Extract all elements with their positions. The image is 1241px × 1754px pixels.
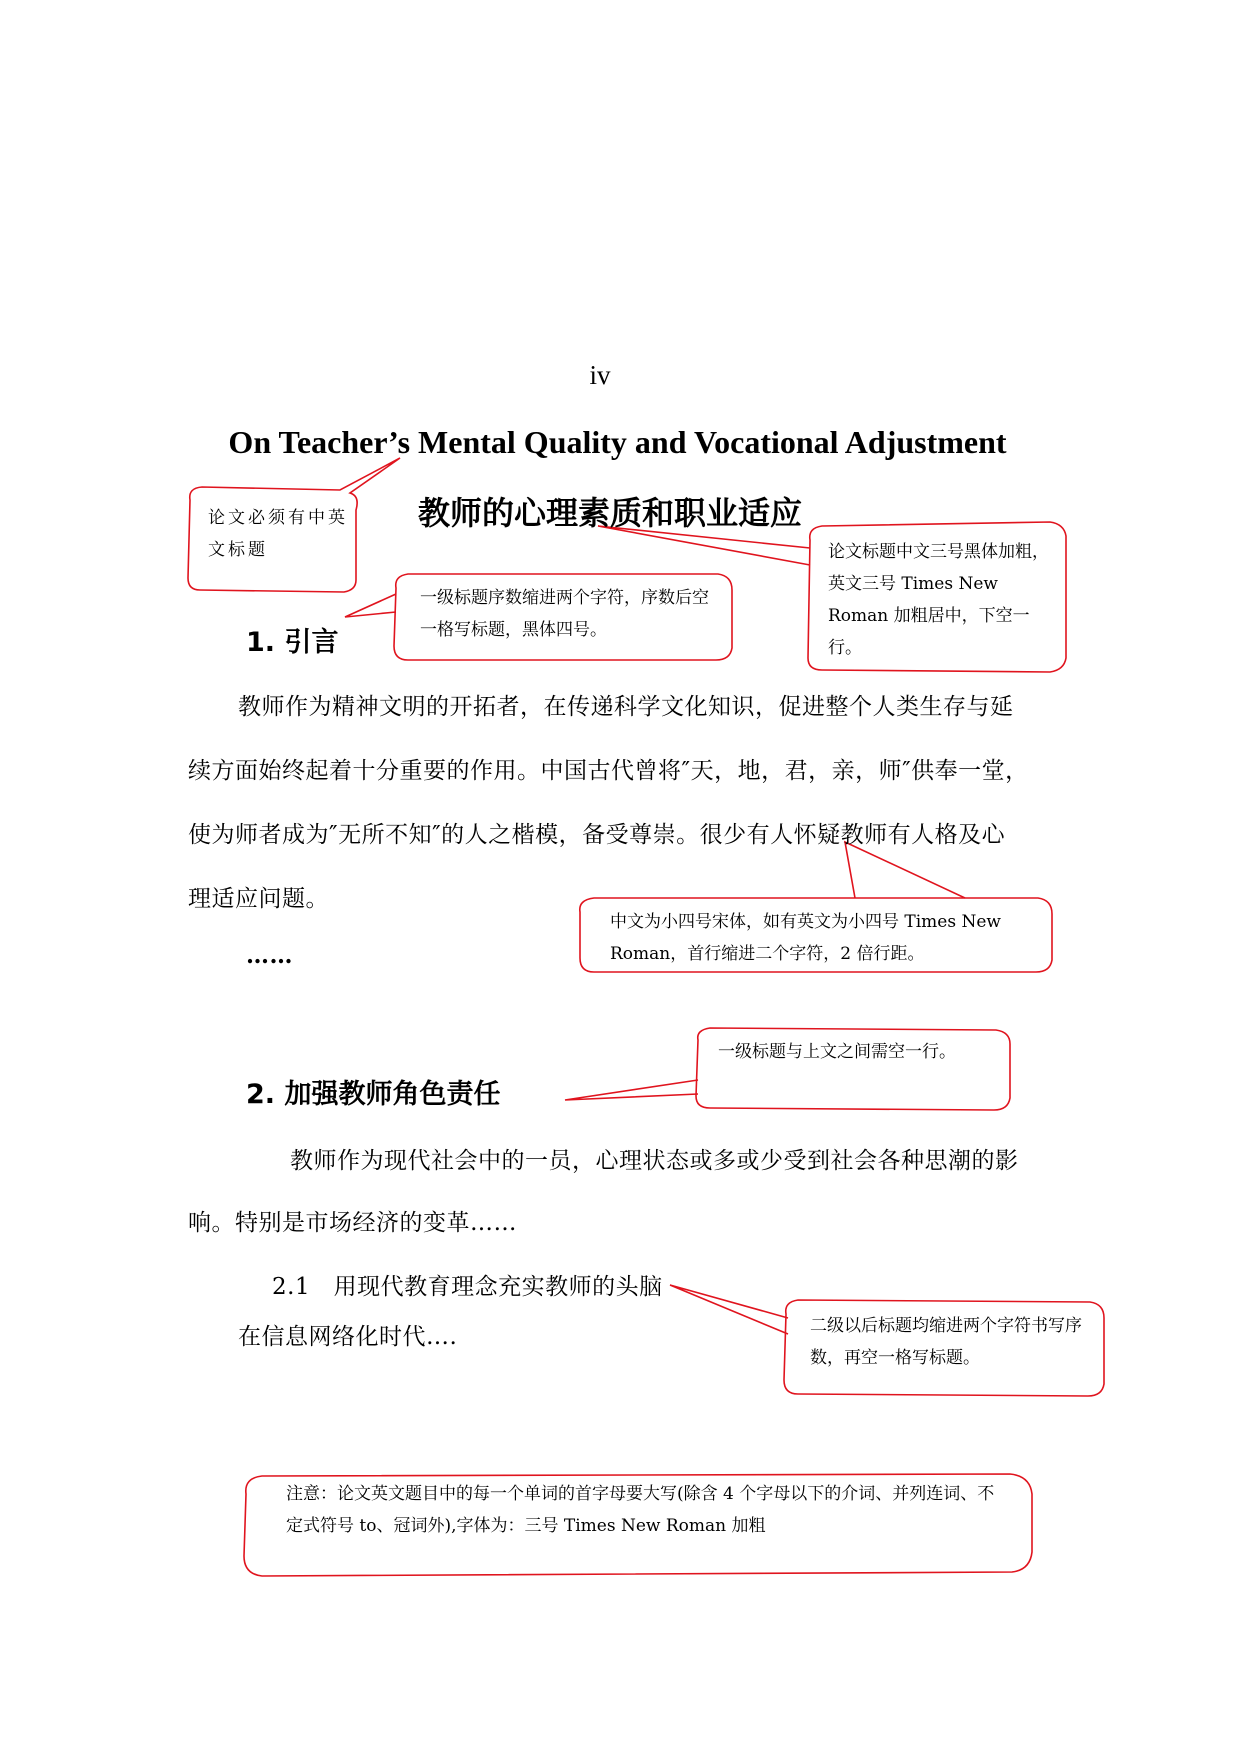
body-line: 响。特别是市场经济的变革……	[188, 1210, 517, 1236]
note-zh-title-required: 论文必须有中英文标题	[208, 508, 348, 560]
body-line: 教师作为精神文明的开拓者，在传递科学文化知识，促进整个人类生存与延	[238, 694, 1014, 720]
chinese-title: 教师的心理素质和职业适应	[418, 494, 803, 532]
section-2-heading: 2. 加强教师角色责任	[246, 1079, 501, 1110]
callout-level1-format-pointer	[345, 594, 396, 617]
subsection-2-1-text: 在信息网络化时代….	[238, 1324, 458, 1350]
body-line: 教师作为现代社会中的一员，心理状态或多或少受到社会各种思潮的影	[290, 1148, 1019, 1174]
note-body-format: 中文为小四号宋体，如有英文为小四号 Times New Roman，首行缩进二个字符，2 倍行距。	[610, 912, 1001, 964]
ellipsis: ……	[246, 942, 293, 969]
subsection-2-1-heading: 2.1 用现代教育理念充实教师的头脑	[272, 1274, 663, 1300]
note-level1-spacing: 一级标题与上文之间需空一行。	[718, 1042, 956, 1062]
body-line: 理适应问题。	[188, 886, 329, 912]
note-level1-format: 一级标题序数缩进两个字符，序数后空一格写标题，黑体四号。	[420, 588, 709, 640]
body-line: 续方面始终起着十分重要的作用。中国古代曾将″天，地，君，亲，师″供奉一堂，	[188, 758, 1029, 784]
callout-body-format-pointer	[845, 842, 965, 898]
note-capitalization: 注意：论文英文题目中的每一个单词的首字母要大写(除含 4 个字母以下的介词、并列连词、不定式符号 to、冠词外),字体为：三号 Times New Roman 加粗	[286, 1484, 995, 1536]
body-line: 使为师者成为″无所不知″的人之楷模，备受尊崇。很少有人怀疑教师有人格及心	[188, 822, 1006, 848]
page-number: iv	[589, 360, 611, 390]
english-title: On Teacher’s Mental Quality and Vocational Adjustment	[228, 424, 1007, 460]
callout-level2-format-pointer	[670, 1285, 788, 1334]
callout-level1-spacing-pointer	[565, 1080, 698, 1100]
section-1-heading: 1. 引言	[246, 627, 339, 658]
note-title-format: 论文标题中文三号黑体加粗，英文三号 Times New Roman 加粗居中，下空一行。	[828, 542, 1049, 658]
note-level2-format: 二级以后标题均缩进两个字符书写序数，再空一格写标题。	[810, 1316, 1082, 1368]
